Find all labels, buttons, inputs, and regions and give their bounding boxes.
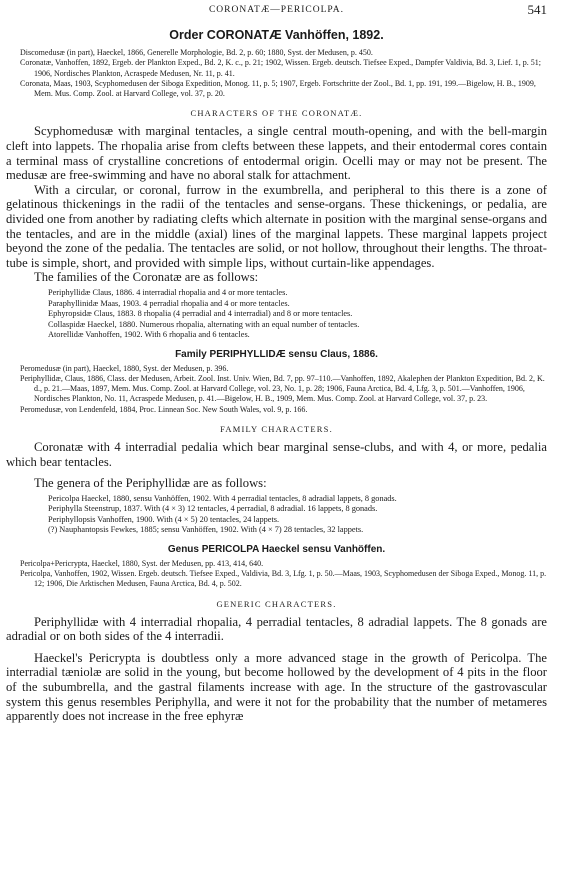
body-paragraph: Haeckel's Pericrypta is doubtless only a more advanced stage in the growth of Pericolpa. The interradial tæniolæ are solid in the young, but become hollowed by the development of 4 pits in the floor of the subumbrella, and the gastral filaments increase with age. In the structure of the gastrovascular system this genus resembles Periphylla, and were it not for the probability that the number of metameres apparently does not increase in the free ephyræ (6, 650, 547, 724)
list-item: Paraphyllinidæ Maas, 1903. 4 perradial rhopalia and 4 or more tentacles. (48, 298, 290, 308)
order-synonymy (20, 48, 547, 99)
family-characters-heading: FAMILY CHARACTERS. (220, 424, 333, 434)
body-paragraph: Periphyllidæ with 4 interradial rhopalia, 4 perradial tentacles, 8 adradial lappets. The 8 gonads are adradial or on both sides of the 4 interradii. (6, 614, 547, 644)
family-characters-text (6, 440, 547, 491)
list-item: Periphyllopsis Vanhoffen, 1900. With (4 × 5) 20 tentacles, 24 lappets. (48, 514, 280, 524)
synonymy-entry: Peromedusæ (in part), Haeckel, 1880, Syst. der Medusen, p. 396. (20, 363, 229, 373)
body-paragraph: The genera of the Periphyllidæ are as follows: (34, 476, 267, 491)
genera-list (48, 494, 547, 536)
body-paragraph: The families of the Coronatæ are as follows: (34, 270, 259, 285)
synonymy-entry: Coronatæ, Vanhoffen, 1892, Ergeb. der Plankton Exped., Bd. 2, K. c., p. 21; 1902, Wissen. Ergeb. deutsch. Tiefsee Exped., Dampfer Valdivia, Bd. 3, Lief. 1, p. 51; 1906, Nordisches Plankton, Acraspede Medusen, Nr. 11, p. 41. (20, 58, 541, 78)
family-heading: Family PERIPHYLLIDÆ sensu Claus, 1886. (175, 348, 378, 360)
order-heading: Order CORONATÆ Vanhöffen, 1892. (169, 28, 384, 42)
characters-heading: CHARACTERS OF THE CORONATÆ. (190, 108, 363, 119)
list-item: Ephyropsidæ Claus, 1883. 8 rhopalia (4 perradial and 4 interradial) and 8 or more tentacles. (48, 309, 353, 319)
body-paragraph: With a circular, or coronal, furrow in the exumbrella, and peripheral to this there is a zone of gelatinous thickenings in the radii of the tentacles and sense-organs. These thickenings, or pedalia, are divided one from another by radiating clefts which alternate in position with the marginal sense-organs and the tentacles, and are in the middle (axial) lines of the marginal lappets. These marginal lappets project beyond the zone of the pedalia. The tentacles are solid, or not hollow, throughout their lengths. The throat-tube is simple, short, and provided with simple lips, without curtain-like appendages. (6, 182, 547, 270)
characters-text (6, 124, 547, 285)
body-paragraph: Scyphomedusæ with marginal tentacles, a single central mouth-opening, and with the bell-margin cleft into lappets. The rhopalia arise from clefts between these lappets, and their entodermal cores contain a terminal mass of crystalline concretions of entodermal origin. Ocelli may or may not be present. The medusæ are free-swimming and have no aboral stalk for attachment. (6, 124, 547, 183)
synonymy-entry: Pericolpa+Pericrypta, Haeckel, 1880, Syst. der Medusen, pp. 413, 414, 640. (20, 558, 264, 568)
list-item: Atorellidæ Vanhoffen, 1902. With 6 rhopalia and 6 tentacles. (48, 330, 250, 340)
list-item: Pericolpa Haeckel, 1880, sensu Vanhöffen, 1902. With 4 perradial tentacles, 8 adradial lappets, 8 gonads. (48, 493, 397, 503)
synonymy-entry: Periphyllidæ, Claus, 1886, Class. der Medusen, Arbeit. Zool. Inst. Univ. Wien, Bd. 7, pp. 97–110.—Vanhoffen, 1892, Akalephen der Plankton Expedition, Bd. 2, K. d., p. 21.—Maas, 1897, Mem. Mus. Comp. Zool. at Harvard College, vol. 23, No. 1, p. 28; 1906, Fauna Arctica, Bd. 4, Lfg. 3, p. 501.—Vanhoffen, 1906, Nordisches Plankton, No. 11, Acraspede Medusen, p. 41.—Bigelow, H. B., 1909, Mem. Mus. Comp. Zool. at Harvard College, vol. 37, p. 23. (20, 373, 545, 404)
synonymy-entry: Discomedusæ (in part), Haeckel, 1866, Generelle Morphologie, Bd. 2, p. 60; 1880, Syst. der Medusen, p. 450. (20, 48, 373, 57)
synonymy-entry: Pericolpa, Vanhoffen, 1902, Wissen. Ergeb. deutsch. Tiefsee Exped., Valdivia, Bd. 3, Lfg. 1, p. 50.—Maas, 1903, Scyphomedusen der Siboga Exped., Monog. 11, p. 12; 1906, Die Arktischen Medusen, Fauna Arctica, Bd. 4, p. 502. (20, 569, 547, 589)
list-item: Periphylla Steenstrup, 1837. With (4 × 3) 12 tentacles, 4 perradial, 8 adradial. 16 lappets, 8 gonads. (48, 504, 378, 514)
list-item: (?) Nauphantopsis Fewkes, 1885; sensu Vanhöffen, 1902. With (4 × 7) 28 tentacles, 32 lappets. (48, 525, 364, 535)
list-item: Periphyllidæ Claus, 1886. 4 interradial rhopalia and 4 or more tentacles. (48, 288, 288, 298)
running-header (6, 0, 547, 22)
families-list (48, 288, 547, 341)
generic-characters-heading: GENERIC CHARACTERS. (216, 598, 337, 609)
synonymy-entry: Peromedusæ, von Lendenfeld, 1884, Proc. Linnean Soc. New South Wales, vol. 9, p. 166. (20, 404, 308, 414)
page-number: 541 (527, 2, 547, 17)
body-paragraph: Coronatæ with 4 interradial pedalia which bear marginal sense-clubs, and with 4, or more, pedalia which bear tentacles. (6, 440, 547, 469)
genus-synonymy (20, 559, 547, 590)
genus-heading: Genus PERICOLPA Haeckel sensu Vanhöffen. (167, 543, 386, 555)
generic-characters-text (6, 615, 547, 724)
family-synonymy (20, 364, 547, 415)
synonymy-entry: Coronata, Maas, 1903, Scyphomedusen der Siboga Expedition, Monog. 11, p. 5; 1907, Ergeb. Fortschritte der Zool., Bd. 1, pp. 191, 199.—Bigelow, H. B., 1909, Mem. Mus. Comp. Zool. at Harvard College, vol. 37, p. 20. (20, 78, 536, 99)
list-item: Collaspidæ Haeckel, 1880. Numerous rhopalia, alternating with an equal number of tentacles. (48, 319, 360, 329)
running-title: CORONATÆ—PERICOLPA. (208, 5, 345, 15)
